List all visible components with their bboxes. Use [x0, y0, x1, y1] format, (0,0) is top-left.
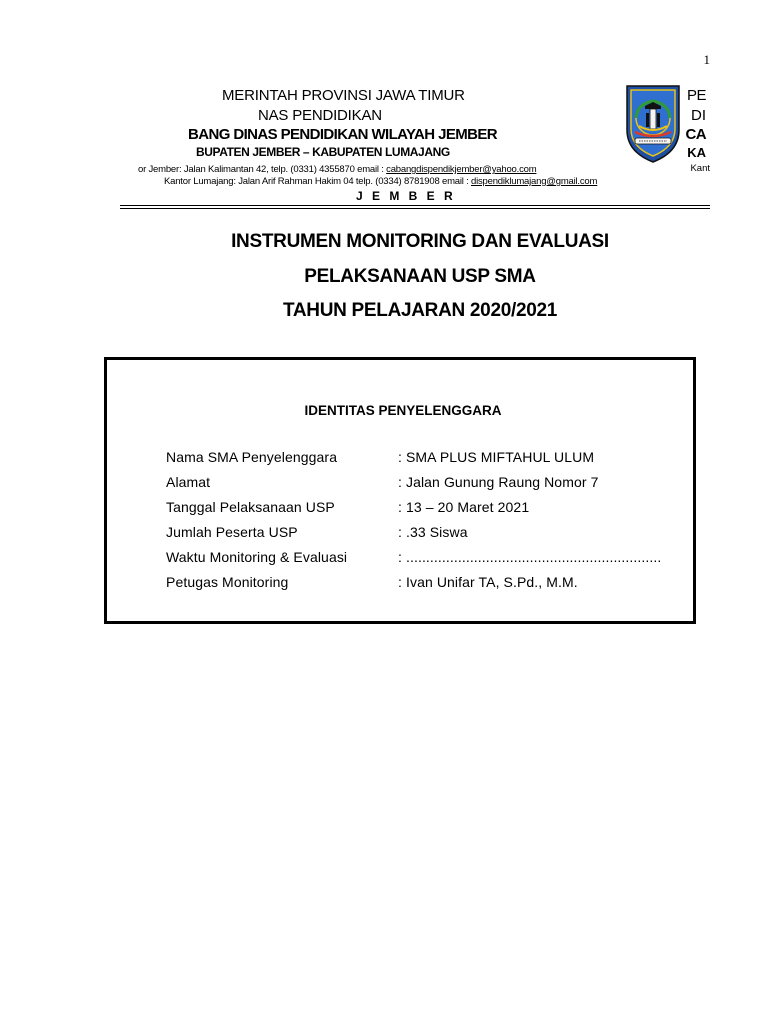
field-value-participants: : .33 Siswa	[398, 524, 468, 540]
page-number: 1	[703, 52, 710, 67]
field-label-address: Alamat	[166, 474, 211, 490]
field-value-monitoring-time: : ................................................................	[398, 549, 662, 565]
email-link-jember[interactable]: cabangdispendikjember@yahoo.com	[386, 164, 537, 175]
field-value-exam-date: : 13 – 20 Maret 2021	[398, 499, 530, 515]
provincial-emblem-icon	[623, 82, 683, 164]
document-academic-year: TAHUN PELAJARAN 2020/2021	[282, 300, 558, 321]
field-label-participants: Jumlah Peserta USP	[166, 524, 298, 540]
field-label-monitoring-time: Waktu Monitoring & Evaluasi	[166, 549, 348, 565]
letterhead-right-fragment: PE	[686, 87, 706, 104]
field-value-monitoring-officer: : Ivan Unifar TA, S.Pd., M.M.	[398, 574, 578, 590]
letterhead-address-jember	[138, 164, 536, 175]
document-title: INSTRUMEN MONITORING DAN EVALUASI	[231, 231, 609, 252]
letterhead-line-branch: BANG DINAS PENDIDIKAN WILAYAH JEMBER	[188, 126, 497, 143]
letterhead-right-fragment: Kant	[690, 163, 710, 174]
address-lumajang-text: Kantor Lumajang: Jalan Arif Rahman Hakim 04 telp. (0334) 8781908 email :	[164, 176, 471, 187]
letterhead-city: J E M B E R	[356, 189, 456, 203]
field-label-monitoring-officer: Petugas Monitoring	[166, 574, 289, 590]
identity-box	[104, 357, 696, 624]
document-subtitle: PELAKSANAAN USP SMA	[304, 266, 536, 287]
field-value-school-name: : SMA PLUS MIFTAHUL ULUM	[398, 449, 595, 465]
letterhead-line-region: BUPATEN JEMBER – KABUPATEN LUMAJANG	[196, 145, 450, 159]
email-link-lumajang[interactable]: dispendiklumajang@gmail.com	[471, 176, 598, 187]
letterhead-line-department: NAS PENDIDIKAN	[258, 107, 382, 124]
letterhead-right-fragment: KA	[687, 145, 706, 160]
letterhead-right-fragment: DI	[691, 107, 706, 124]
letterhead-line-government: MERINTAH PROVINSI JAWA TIMUR	[222, 87, 465, 104]
field-label-exam-date: Tanggal Pelaksanaan USP	[166, 499, 335, 515]
letterhead-rule-thick	[120, 205, 710, 206]
identity-heading: IDENTITAS PENYELENGGARA	[304, 403, 502, 418]
field-value-address: : Jalan Gunung Raung Nomor 7	[398, 474, 599, 490]
field-label-school-name: Nama SMA Penyelenggara	[166, 449, 338, 465]
letterhead-rule-thin	[120, 208, 710, 209]
letterhead-right-fragment: CA	[685, 126, 706, 143]
address-jember-text: or Jember: Jalan Kalimantan 42, telp. (0331) 4355870 email :	[138, 164, 387, 175]
letterhead-address-lumajang	[164, 176, 597, 187]
